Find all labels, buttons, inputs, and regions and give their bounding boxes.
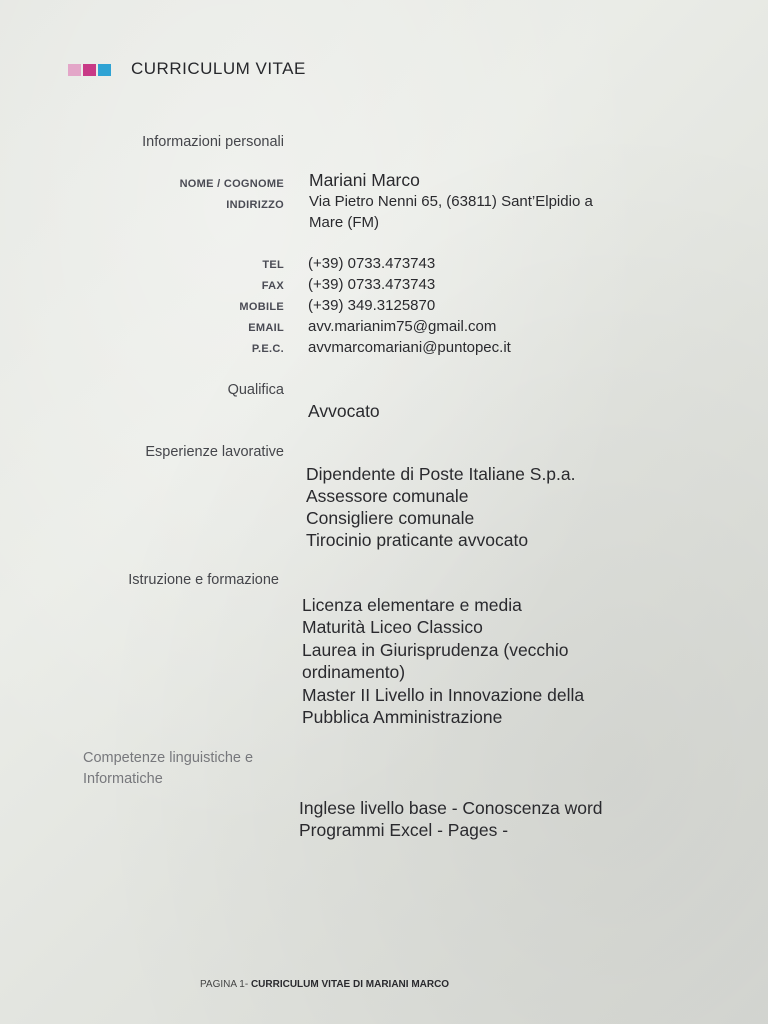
section-competenze-line-1: Competenze linguistiche e	[83, 750, 254, 766]
tel-label: TEL	[262, 259, 284, 271]
email-value: avv.marianim75@gmail.com	[308, 318, 497, 335]
istruzione-line: Maturità Liceo Classico	[302, 617, 483, 637]
fax-label: FAX	[261, 280, 284, 292]
section-qualifica: Qualifica	[227, 382, 284, 398]
logo-square-blue	[98, 64, 111, 76]
logo-square-magenta	[83, 64, 96, 76]
qualifica-value: Avvocato	[308, 401, 380, 421]
logo-squares	[68, 64, 111, 76]
address-line-2: Mare (FM)	[309, 214, 379, 231]
address-line-1: Via Pietro Nenni 65, (63811) Sant’Elpidio a	[309, 193, 593, 210]
esperienza-item: Assessore comunale	[306, 486, 469, 506]
section-personal-info: Informazioni personali	[142, 134, 284, 150]
esperienza-item: Dipendente di Poste Italiane S.p.a.	[306, 464, 576, 484]
competenze-line: Inglese livello base - Conoscenza word	[299, 798, 603, 818]
footer-title: CURRICULUM VITAE DI MARIANI MARCO	[250, 979, 450, 990]
competenze-line: Programmi Excel - Pages -	[299, 820, 509, 840]
istruzione-line: Licenza elementare e media	[302, 595, 522, 615]
page-footer	[200, 979, 449, 990]
section-competenze-line-2: Informatiche	[83, 771, 163, 787]
name-label: NOME / COGNOME	[179, 178, 284, 190]
tel-value: (+39) 0733.473743	[308, 255, 436, 272]
section-esperienze: Esperienze lavorative	[145, 444, 284, 460]
istruzione-line: Pubblica Amministrazione	[302, 707, 503, 727]
document-title: CURRICULUM VITAE	[131, 59, 306, 78]
pec-label: P.E.C.	[251, 343, 284, 355]
istruzione-line: Laurea in Giurisprudenza (vecchio	[302, 640, 569, 660]
email-label: EMAIL	[248, 322, 284, 334]
mobile-label: MOBILE	[239, 301, 284, 313]
footer-page-prefix: PAGINA 1-	[200, 979, 249, 990]
name-value: Mariani Marco	[309, 170, 420, 190]
mobile-value: (+39) 349.3125870	[308, 297, 436, 314]
esperienza-item: Tirocinio praticante avvocato	[306, 530, 529, 550]
istruzione-line: Master II Livello in Innovazione della	[302, 685, 585, 705]
istruzione-line: ordinamento)	[302, 662, 406, 682]
section-istruzione: Istruzione e formazione	[128, 572, 279, 588]
address-label: INDIRIZZO	[226, 199, 284, 211]
pec-value: avvmarcomariani@puntopec.it	[308, 339, 511, 356]
fax-value: (+39) 0733.473743	[308, 276, 436, 293]
logo-square-pink	[68, 64, 81, 76]
esperienza-item: Consigliere comunale	[306, 508, 475, 528]
